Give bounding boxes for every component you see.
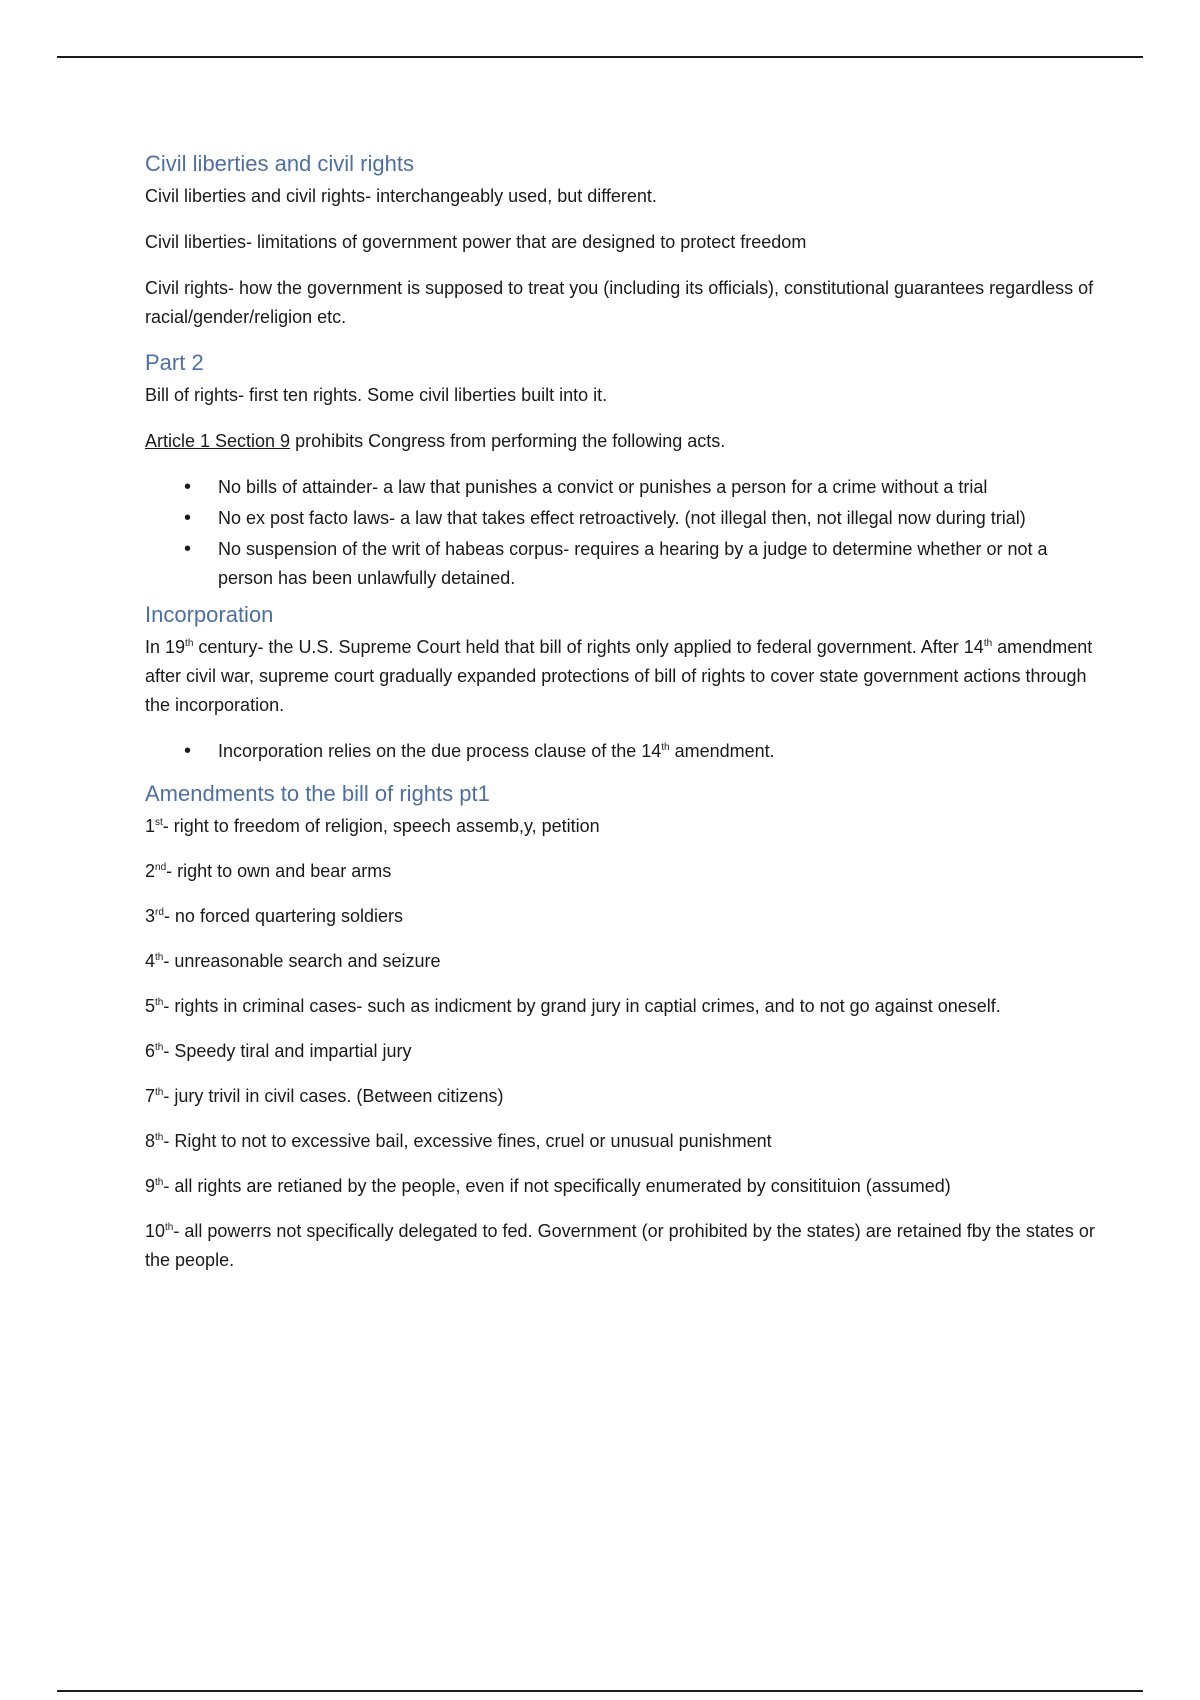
amendment-number: 3: [145, 906, 156, 926]
superscript: th: [155, 997, 164, 1008]
superscript: th: [165, 1222, 174, 1233]
paragraph: Civil rights- how the government is supposed to treat you (including its officials), constitutional guarantees regardless of racial/gender/religion etc.: [145, 278, 1094, 327]
text-run: amendment.: [669, 741, 775, 761]
paragraph: Civil liberties and civil rights- interchangeably used, but different.: [145, 186, 657, 206]
superscript: th: [155, 1132, 164, 1143]
amendment-item: [145, 1217, 1095, 1275]
superscript: th: [661, 742, 670, 753]
amendment-item: [145, 947, 1095, 976]
list-item: • No ex post facto laws- a law that takes effect retroactively. (not illegal then, not illegal now during trial): [218, 504, 1095, 533]
amendment-item: [145, 1037, 1095, 1066]
amendment-item: [145, 992, 1095, 1021]
paragraph: Bill of rights- first ten rights. Some civil liberties built into it.: [145, 385, 608, 405]
heading-amendments: Amendments to the bill of rights pt1: [145, 781, 490, 806]
amendment-item: [145, 1172, 1095, 1201]
superscript: th: [155, 1177, 164, 1188]
amendment-number: 9: [145, 1176, 156, 1196]
superscript: th: [155, 952, 164, 963]
paragraph: Civil liberties- limitations of government power that are designed to protect freedom: [145, 232, 807, 252]
superscript: st: [155, 817, 163, 828]
text-run: amendment after civil war, supreme court gradually expanded protections of bill of rights to cover state government actions through the incorporation.: [145, 637, 1093, 715]
superscript: th: [185, 638, 194, 649]
amendment-text: - right to freedom of religion, speech assemb,y, petition: [162, 816, 600, 836]
amendment-text: - all powerrs not specifically delegated to fed. Government (or prohibited by the states) are retained fby the states or the people.: [145, 1221, 1095, 1270]
amendment-text: - unreasonable search and seizure: [163, 951, 441, 971]
amendment-number: 8: [145, 1131, 156, 1151]
superscript: th: [155, 1087, 164, 1098]
text-run: Incorporation relies on the due process clause of the 14: [218, 741, 662, 761]
bullet-list: [145, 737, 1095, 766]
amendment-number: 5: [145, 996, 156, 1016]
bullet-list: [145, 473, 1095, 593]
superscript: rd: [155, 907, 164, 918]
amendment-item: [145, 857, 1095, 886]
amendment-number: 2: [145, 861, 156, 881]
amendment-number: 7: [145, 1086, 156, 1106]
amendment-item: [145, 1082, 1095, 1111]
heading-civil-liberties: Civil liberties and civil rights: [145, 151, 414, 176]
amendment-item: [145, 902, 1095, 931]
amendment-text: - Speedy tiral and impartial jury: [163, 1041, 412, 1061]
heading-part-2: Part 2: [145, 350, 204, 375]
document-body: [145, 150, 1095, 1291]
amendment-number: 1: [145, 816, 156, 836]
list-item: [218, 737, 1095, 766]
amendment-item: [145, 1127, 1095, 1156]
paragraph: [145, 633, 1095, 720]
article-reference: Article 1 Section 9: [145, 431, 291, 451]
list-item: • No suspension of the writ of habeas corpus- requires a hearing by a judge to determine whether or not a person has been unlawfully detained.: [218, 535, 1095, 593]
paragraph-text: prohibits Congress from performing the following acts.: [290, 431, 726, 451]
superscript: th: [155, 1042, 164, 1053]
amendment-text: - rights in criminal cases- such as indicment by grand jury in captial crimes, and to not go against oneself.: [163, 996, 1001, 1016]
paragraph: [145, 427, 1095, 456]
amendment-text: - right to own and bear arms: [166, 861, 392, 881]
amendment-text: - no forced quartering soldiers: [163, 906, 404, 926]
amendment-number: 6: [145, 1041, 156, 1061]
list-item: • No bills of attainder- a law that punishes a convict or punishes a person for a crime without a trial: [218, 473, 1095, 502]
header-rule: [57, 56, 1143, 58]
amendment-list: [145, 812, 1095, 1275]
amendment-item: [145, 812, 1095, 841]
text-run: century- the U.S. Supreme Court held that bill of rights only applied to federal government. After 14: [193, 637, 984, 657]
amendment-text: - jury trivil in civil cases. (Between citizens): [163, 1086, 504, 1106]
heading-incorporation: Incorporation: [145, 602, 274, 627]
superscript: nd: [155, 862, 167, 873]
footer-rule: [57, 1690, 1143, 1692]
amendment-number: 10: [145, 1221, 166, 1241]
amendment-text: - Right to not to excessive bail, excessive fines, cruel or unusual punishment: [163, 1131, 772, 1151]
text-run: In 19: [145, 637, 186, 657]
superscript: th: [983, 638, 993, 649]
amendment-text: - all rights are retianed by the people, even if not specifically enumerated by consitituion (assumed): [163, 1176, 951, 1196]
amendment-number: 4: [145, 951, 156, 971]
